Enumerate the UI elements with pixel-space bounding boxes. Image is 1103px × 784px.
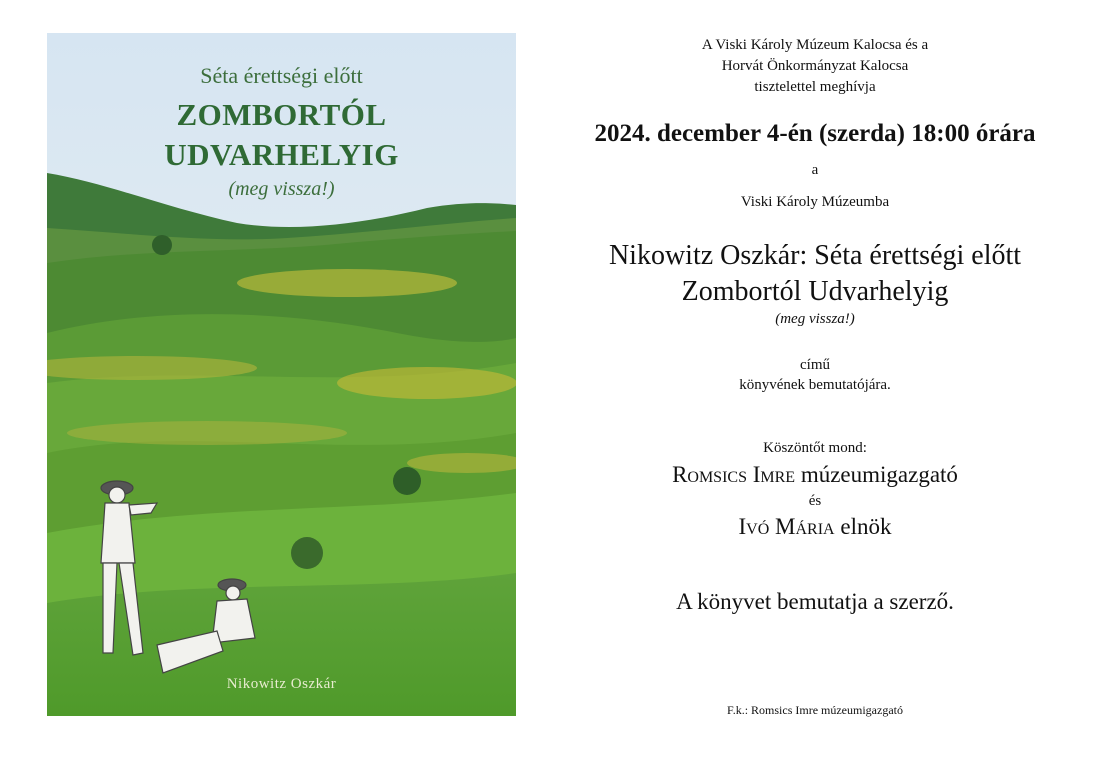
speaker-2-name: Ivó Mária bbox=[738, 514, 835, 539]
presentation-line: könyvének bemutatójára. bbox=[739, 377, 891, 393]
cover-author: Nikowitz Oszkár bbox=[226, 676, 337, 692]
cover-title-line1: ZOMBORTÓL bbox=[176, 97, 387, 132]
cover-title bbox=[47, 95, 516, 175]
host-line3: tisztelettel meghívja bbox=[754, 79, 876, 95]
speaker-2-role: elnök bbox=[840, 514, 892, 539]
event-datetime: 2024. december 4-én (szerda) 18:00 órára bbox=[594, 120, 1036, 147]
cover-subtitle: Séta érettségi előtt bbox=[200, 63, 363, 88]
speaker-1-role: múzeumigazgató bbox=[800, 462, 958, 487]
book-title-line1: Nikowitz Oszkár: Séta érettségi előtt bbox=[608, 240, 1022, 271]
book-cover-image bbox=[47, 33, 516, 716]
speaker-1 bbox=[560, 462, 1070, 488]
host-block bbox=[560, 35, 1070, 98]
preposition: a bbox=[811, 162, 819, 178]
footer-responsible: F.k.: Romsics Imre múzeumigazgató bbox=[726, 703, 903, 717]
titled-word: című bbox=[800, 357, 830, 373]
cover-tagline: (meg vissza!) bbox=[228, 178, 335, 200]
conjunction: és bbox=[808, 493, 822, 509]
event-venue: Viski Károly Múzeumba bbox=[740, 194, 890, 210]
book-subtitle: (meg vissza!) bbox=[775, 311, 855, 327]
greeting-label: Köszöntőt mond: bbox=[763, 440, 867, 456]
book-title bbox=[560, 238, 1070, 310]
speaker-2 bbox=[560, 514, 1070, 540]
host-line1: A Viski Károly Múzeum Kalocsa és a bbox=[701, 37, 929, 53]
host-line2: Horvát Önkormányzat Kalocsa bbox=[721, 58, 909, 74]
presenter-line: A könyvet bemutatja a szerző. bbox=[676, 589, 954, 614]
cover-title-line2: UDVARHELYIG bbox=[164, 137, 399, 172]
book-title-line2: Zombortól Udvarhelyig bbox=[681, 276, 949, 307]
speaker-1-name: Romsics Imre bbox=[672, 462, 796, 487]
presentation-text bbox=[560, 355, 1070, 395]
